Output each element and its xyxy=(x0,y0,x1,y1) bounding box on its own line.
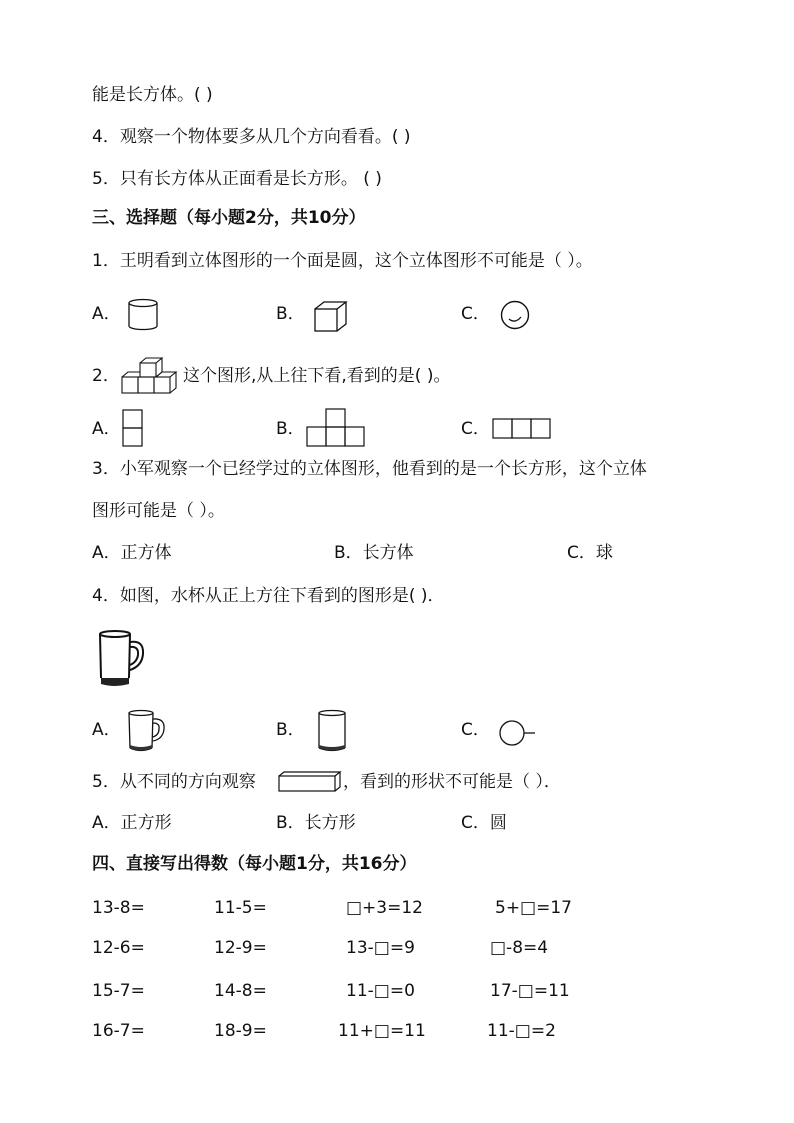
q5-option-b: B．长方形 xyxy=(276,813,356,833)
q2-number: 2． xyxy=(92,366,120,386)
choice-question-2: 这个图形,从上往下看,看到的是( )。 xyxy=(183,366,451,386)
q3-option-b: B．长方体 xyxy=(334,543,414,563)
judgement-question-5: 5．只有长方体从正面看是长方形。 ( ) xyxy=(92,169,382,189)
sphere-icon xyxy=(499,299,531,331)
q2-option-c-label: C． xyxy=(461,419,490,439)
choice-question-4: 4．如图，水杯从正上方往下看到的图形是( )． xyxy=(92,586,445,606)
judgement-line-continuation: 能是长方体。( ) xyxy=(92,85,213,105)
judgement-question-4: 4．观察一个物体要多从几个方向看看。( ) xyxy=(92,127,411,147)
choice-question-5-part-1: 5．从不同的方向观察 xyxy=(92,772,256,792)
q4-option-b-label: B． xyxy=(276,720,305,740)
cube-icon xyxy=(313,300,349,334)
arith-r4-c1: 16-7= xyxy=(92,1021,145,1041)
q1-option-b-label: B． xyxy=(276,304,305,324)
arith-r3-c1: 15-7= xyxy=(92,981,145,1001)
arith-r3-c3: 11-□=0 xyxy=(346,981,415,1001)
q3-option-c: C．球 xyxy=(567,543,613,563)
arith-r4-c2: 18-9= xyxy=(214,1021,267,1041)
cuboid-icon xyxy=(277,771,343,795)
q1-option-a-label: A． xyxy=(92,304,121,324)
choice-question-1: 1．王明看到立体图形的一个面是圆，这个立体图形不可能是（ ）。 xyxy=(92,251,593,271)
mug-back-icon xyxy=(316,708,350,756)
q2-option-b-label: B． xyxy=(276,419,305,439)
arith-r4-c4: 11-□=2 xyxy=(487,1021,556,1041)
circle-with-handle-icon xyxy=(498,719,540,747)
arith-r4-c3: 11+□=11 xyxy=(338,1021,426,1041)
choice-question-3-line-1: 3．小军观察一个已经学过的立体图形，他看到的是一个长方形，这个立体 xyxy=(92,459,647,479)
arith-r1-c1: 13-8= xyxy=(92,898,145,918)
q2-option-a-label: A． xyxy=(92,419,121,439)
arith-r2-c1: 12-6= xyxy=(92,938,145,958)
q4-option-c-label: C． xyxy=(461,720,490,740)
arith-r2-c3: 13-□=9 xyxy=(346,938,415,958)
mug-side-icon xyxy=(126,708,170,756)
arith-r1-c4: 5+□=17 xyxy=(495,898,572,918)
arith-r1-c3: □+3=12 xyxy=(346,898,423,918)
arith-r1-c2: 11-5= xyxy=(214,898,267,918)
q5-option-a: A．正方形 xyxy=(92,813,172,833)
section-4-heading: 四、直接写出得数（每小题1分，共16分） xyxy=(92,854,417,874)
three-squares-row-icon xyxy=(492,418,554,440)
choice-question-3-line-2: 图形可能是（ ）。 xyxy=(92,501,225,521)
t-shape-squares-icon xyxy=(306,408,368,448)
q4-option-a-label: A． xyxy=(92,720,121,740)
q1-option-c-label: C． xyxy=(461,304,490,324)
arith-r2-c4: □-8=4 xyxy=(490,938,549,958)
q5-option-c: C．圆 xyxy=(461,813,507,833)
mug-icon xyxy=(96,628,152,690)
two-squares-vertical-icon xyxy=(122,409,144,449)
q3-option-a: A．正方体 xyxy=(92,543,172,563)
section-3-heading: 三、选择题（每小题2分，共10分） xyxy=(92,208,366,228)
cylinder-icon xyxy=(126,297,162,333)
arith-r3-c4: 17-□=11 xyxy=(490,981,570,1001)
arith-r3-c2: 14-8= xyxy=(214,981,267,1001)
stacked-cubes-icon xyxy=(120,355,182,399)
choice-question-5-part-2: ，看到的形状不可能是（ ）． xyxy=(343,772,561,792)
arith-r2-c2: 12-9= xyxy=(214,938,267,958)
